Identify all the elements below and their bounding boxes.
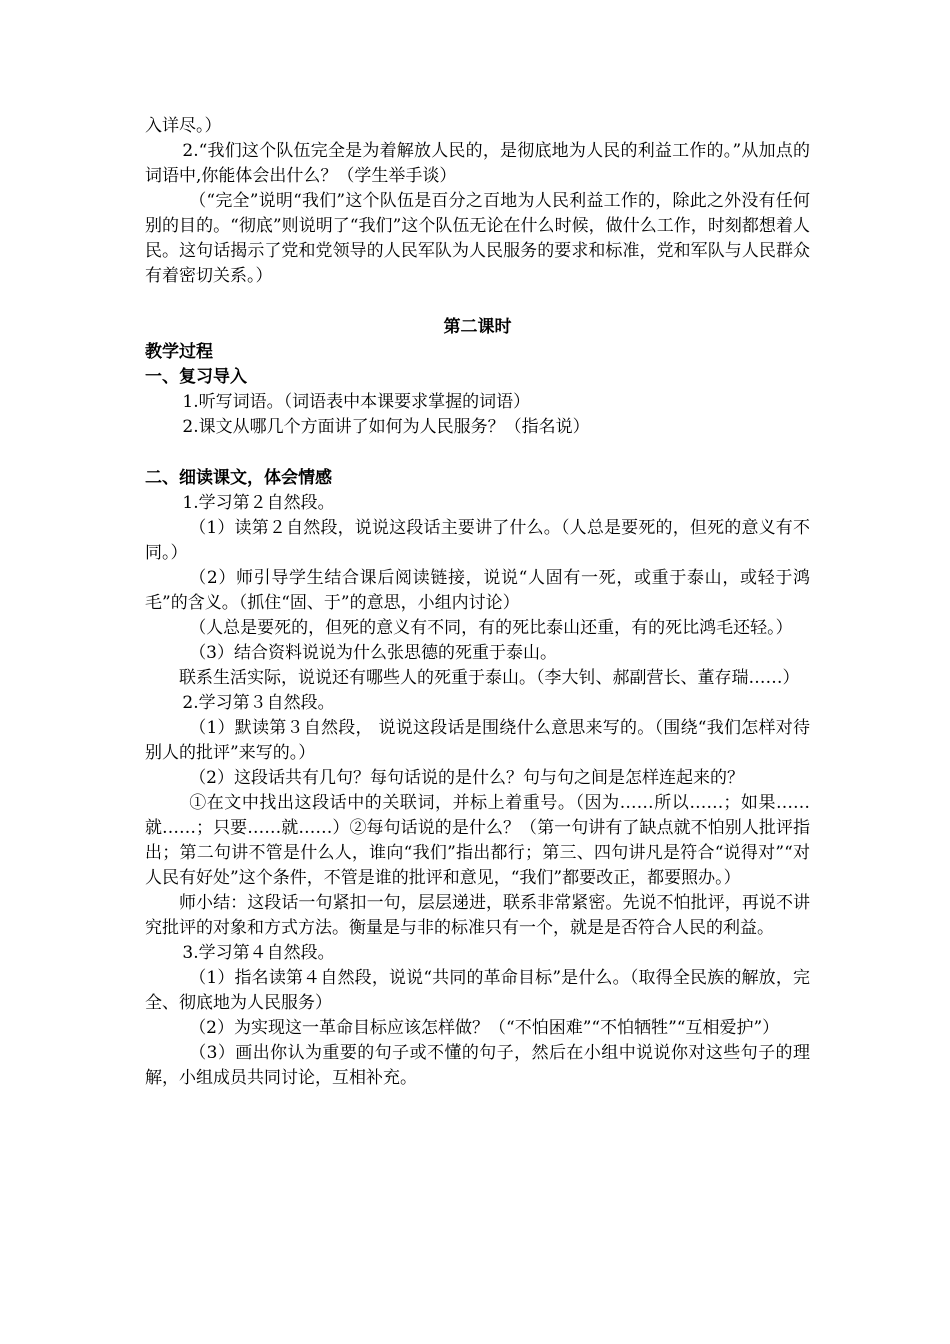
section2-para: （2）师引导学生结合课后阅读链接，说说“人固有一死，或重于泰山，或轻于鸿毛”的含义。（抓住“固、于”的意思，小组内讨论） (145, 568, 810, 613)
continued-text: 入详尽。） (145, 116, 222, 136)
section2-para: （1）默读第３自然段， 说说这段话是围绕什么意思来写的。（围绕“我们怎样对待别人的批评”来写的。） (145, 718, 810, 763)
lesson-title: 第二课时 (443, 317, 512, 337)
answer-2: （“完全”说明“我们”这个队伍是百分之百地为人民利益工作的，除此之外没有任何别的目的。“彻底”则说明了“我们”这个队伍无论在什么时候，做什么工作，时刻都想着人民。这句话揭示了党和党领导的人民军队为人民服务的要求和标准，党和军队与人民群众有着密切关系。） (145, 191, 810, 286)
section2-para: （3）画出你认为重要的句子或不懂的句子，然后在小组中说说你对这些句子的理解，小组成员共同讨论，互相补充。 (145, 1043, 810, 1088)
question-2: 2.“我们这个队伍完全是为着解放人民的，是彻底地为人民的利益工作的。”从加点的词语中,你能体会出什么？（学生举手谈） (145, 141, 810, 186)
section2-para: 2.学习第３自然段。 (182, 693, 335, 713)
section2-para: 1.学习第２自然段。 (182, 493, 335, 513)
section2-para: 3.学习第４自然段。 (182, 943, 335, 963)
section1-heading: 一、复习导入 (145, 367, 247, 387)
section2-heading: 二、细读课文，体会情感 (145, 468, 332, 488)
section2-para: （人总是要死的，但死的意义有不同，有的死比泰山还重，有的死比鸿毛还轻。） (189, 618, 793, 638)
section2-para: （1）指名读第４自然段，说说“共同的革命目标”是什么。（取得全民族的解放，完全、彻底地为人民服务） (145, 968, 810, 1013)
section2-para: ①在文中找出这段话中的关联词，并标上着重号。（因为……所以……；如果……就……；只要……就……）②每句话说的是什么？（第一句讲有了缺点就不怕别人批评指出；第二句讲不管是什么人，谁向“我们”指出都行；第三、四句讲凡是符合“说得对”“对人民有好处”这个条件，不管是谁的批评和意见，“我们”都要改正，都要照办。） (145, 793, 810, 888)
section1-item-1: 1.听写词语。（词语表中本课要求掌握的词语） (182, 392, 531, 412)
section2-para: （2）这段话共有几句？每句话说的是什么？句与句之间是怎样连起来的？ (189, 768, 745, 788)
section2-para: （1）读第２自然段，说说这段话主要讲了什么。（人总是要死的，但死的意义有不同。） (145, 518, 810, 563)
process-heading: 教学过程 (145, 342, 213, 362)
section2-para: 师小结：这段话一句紧扣一句，层层递进，联系非常紧密。先说不怕批评，再说不讲究批评的对象和方式方法。衡量是与非的标准只有一个，就是是否符合人民的利益。 (145, 893, 810, 938)
section2-para: 联系生活实际，说说还有哪些人的死重于泰山。（李大钊、郝副营长、董存瑞……） (179, 668, 800, 688)
section1-item-2: 2.课文从哪几个方面讲了如何为人民服务？（指名说） (182, 417, 590, 437)
section2-para: （3）结合资料说说为什么张思德的死重于泰山。 (189, 643, 558, 663)
section2-para: （2）为实现这一革命目标应该怎样做？（“不怕困难”“不怕牺牲”“互相爱护”） (189, 1018, 780, 1038)
document-page (145, 114, 810, 1091)
